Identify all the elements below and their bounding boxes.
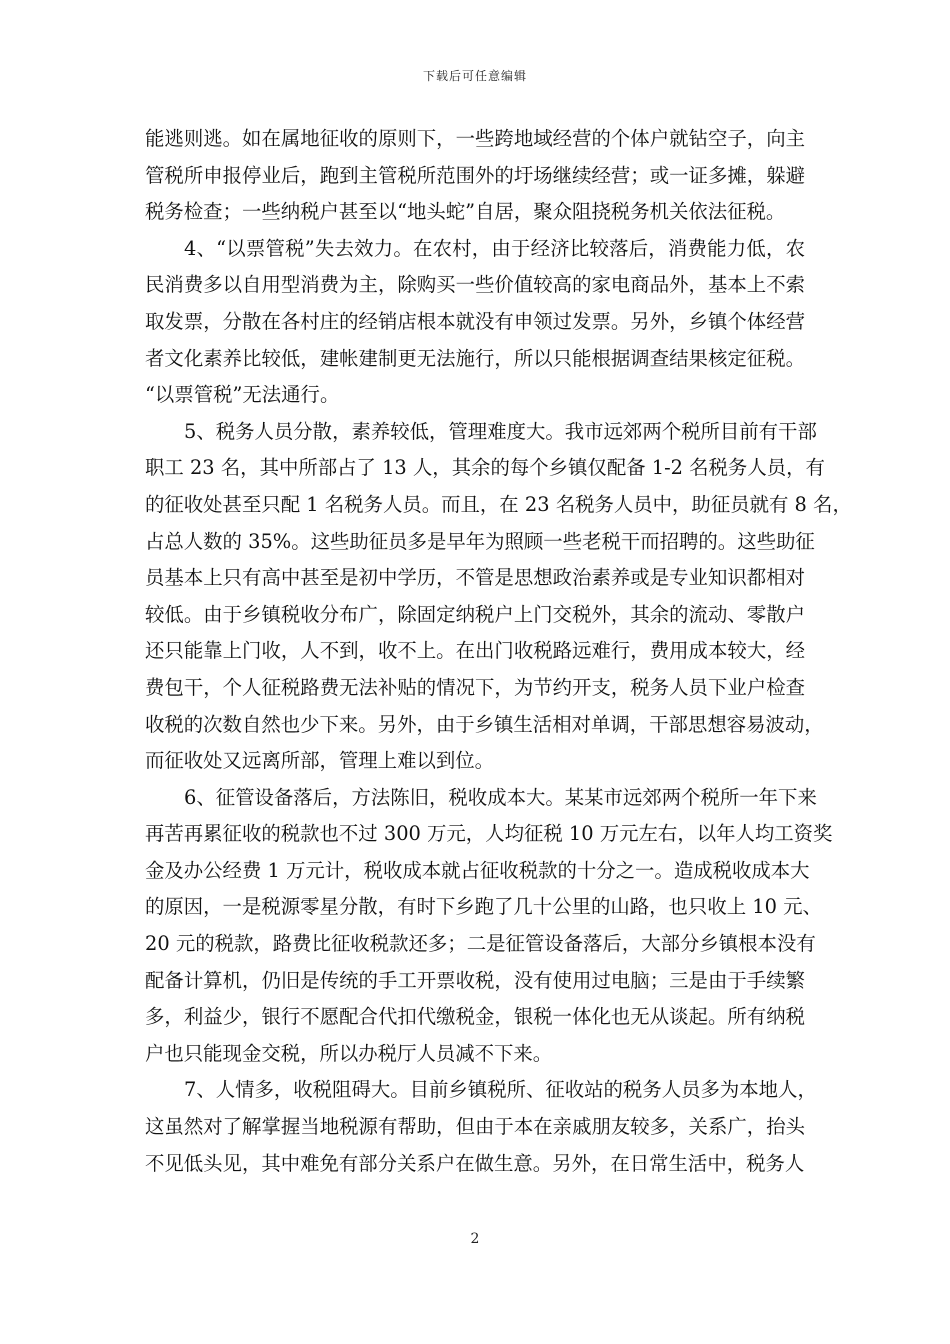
text-line: 多，利益少，银行不愿配合代扣代缴税金，银税一体化也无从谈起。所有纳税 xyxy=(145,1005,805,1029)
text-line: 金及办公经费 1 万元计，税收成本就占征收税款的十分之一。造成税收成本大 xyxy=(145,858,810,882)
text-line: 较低。由于乡镇税收分布广，除固定纳税户上门交税外，其余的流动、零散户 xyxy=(145,602,805,626)
text-line: 6、征管设备落后，方法陈旧，税收成本大。某某市远郊两个税所一年下来 xyxy=(184,785,817,809)
text-line: 而征收处又远离所部，管理上难以到位。 xyxy=(145,749,495,773)
text-line: 不见低头见，其中难免有部分关系户在做生意。另外，在日常生活中，税务人 xyxy=(145,1151,805,1175)
text-line: 职工 23 名，其中所部占了 13 人，其余的每个乡镇仅配备 1-2 名税务人员，有 xyxy=(145,456,825,480)
paragraph xyxy=(145,780,833,1073)
text-line: 取发票，分散在各村庄的经销店根本就没有申领过发票。另外，乡镇个体经营 xyxy=(145,309,805,333)
text-line: 占总人数的 35%。这些助征员多是早年为照顾一些老税干而招聘的。这些助征 xyxy=(145,529,815,553)
text-line: 者文化素养比较低，建帐建制更无法施行，所以只能根据调查结果核定征税。 xyxy=(145,346,805,370)
text-line: 收税的次数自然也少下来。另外，由于乡镇生活相对单调，干部思想容易波动， xyxy=(145,712,824,736)
paragraph xyxy=(145,1072,817,1182)
text-line: 员基本上只有高中甚至是初中学历，不管是思想政治素养或是专业知识都相对 xyxy=(145,566,805,590)
text-line: 还只能靠上门收，人不到，收不上。在出门收税路远难行，费用成本较大，经 xyxy=(145,639,805,663)
text-line: 再苦再累征收的税款也不过 300 万元，人均征税 10 万元左右，以年人均工资奖 xyxy=(145,822,833,846)
text-line: 7、人情多，收税阻碍大。目前乡镇税所、征收站的税务人员多为本地人， xyxy=(184,1078,817,1102)
text-line: 4、“以票管税”失去效力。在农村，由于经济比较落后，消费能力低，农 xyxy=(184,236,805,260)
text-line: 这虽然对了解掌握当地税源有帮助，但由于本在亲戚朋友较多，关系广，抬头 xyxy=(145,1115,805,1139)
text-line: 的原因，一是税源零星分散，有时下乡跑了几十公里的山路，也只收上 10 元、 xyxy=(145,895,822,919)
text-line: 费包干，个人征税路费无法补贴的情况下，为节约开支，税务人员下业户检查 xyxy=(145,675,805,699)
text-line: 户也只能现金交税，所以办税厅人员减不下来。 xyxy=(145,1041,553,1065)
text-line: 民消费多以自用型消费为主，除购买一些价值较高的家电商品外，基本上不索 xyxy=(145,273,805,297)
paragraph xyxy=(145,231,805,414)
text-line: 20 元的税款，路费比征收税款还多；二是征管设备落后，大部分乡镇根本没有 xyxy=(145,932,816,956)
text-line: 5、税务人员分散，素养较低，管理难度大。我市远郊两个税所目前有干部 xyxy=(184,419,817,443)
text-line: 配备计算机，仍旧是传统的手工开票收税，没有使用过电脑；三是由于手续繁 xyxy=(145,968,805,992)
page-header: 下载后可任意编辑 xyxy=(422,69,527,83)
text-line: “以票管税”无法通行。 xyxy=(145,383,340,407)
paragraph xyxy=(145,414,852,780)
text-line: 能逃则逃。如在属地征收的原则下，一些跨地域经营的个体户就钻空子，向主 xyxy=(145,127,805,150)
text-line: 的征收处甚至只配 1 名税务人员。而且，在 23 名税务人员中，助征员就有 8 名， xyxy=(145,492,852,516)
text-line: 管税所申报停业后，跑到主管税所范围外的圩场继续经营；或一证多摊，躲避 xyxy=(145,163,805,187)
paragraph xyxy=(145,121,805,231)
text-line: 税务检查；一些纳税户甚至以“地头蛇”自居，聚众阻挠税务机关依法征税。 xyxy=(145,200,786,224)
page-number: 2 xyxy=(470,1231,480,1247)
body-text xyxy=(145,121,852,1182)
